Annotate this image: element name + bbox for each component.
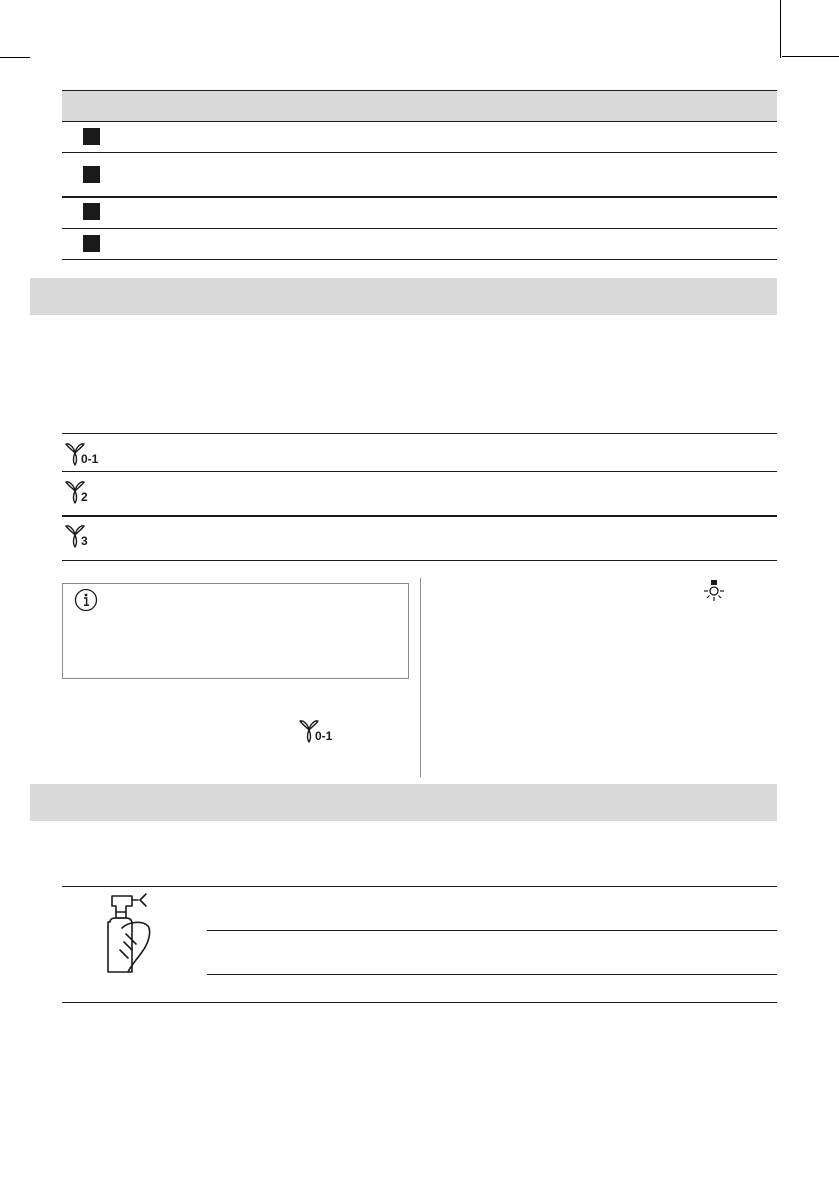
inline-fan-icon xyxy=(298,718,338,744)
table-rule xyxy=(207,974,777,975)
table-rule xyxy=(62,1002,777,1003)
row-marker-4 xyxy=(83,235,100,252)
table-rule xyxy=(62,471,777,472)
controls-table-header xyxy=(62,90,777,122)
section-heading-bar xyxy=(30,278,777,315)
crop-mark-top-right xyxy=(780,0,781,58)
table-rule xyxy=(62,886,777,887)
table-rule xyxy=(62,560,777,561)
crop-mark-top-left xyxy=(0,57,30,58)
table-rule xyxy=(207,930,777,931)
care-table xyxy=(62,886,777,1004)
row-marker-3 xyxy=(83,203,100,220)
fan-level-label: 0-1 xyxy=(81,452,99,466)
table-rule xyxy=(62,121,777,122)
table-rule xyxy=(62,433,777,434)
table-rule xyxy=(62,515,777,517)
crop-mark-top-right-h xyxy=(782,56,839,57)
fan-level-label: 3 xyxy=(81,534,88,548)
fan-speed-row-1 xyxy=(64,441,104,467)
info-box xyxy=(62,583,409,679)
row-marker-1 xyxy=(83,128,100,145)
fan-speed-table xyxy=(62,433,777,561)
section-heading-bar xyxy=(30,784,777,821)
lamp-icon xyxy=(700,578,728,604)
row-marker-2 xyxy=(83,166,100,183)
table-rule xyxy=(62,196,777,198)
table-rule xyxy=(62,152,777,153)
controls-table xyxy=(62,90,777,260)
fan-speed-row-3 xyxy=(64,523,104,549)
fan-speed-row-2 xyxy=(64,479,104,505)
info-icon xyxy=(74,588,98,612)
fan-level-label: 0-1 xyxy=(315,729,333,743)
column-divider xyxy=(420,578,421,777)
table-rule xyxy=(62,259,777,260)
spray-cloth-icon xyxy=(102,892,164,982)
table-rule xyxy=(62,228,777,229)
fan-level-label: 2 xyxy=(81,490,88,504)
